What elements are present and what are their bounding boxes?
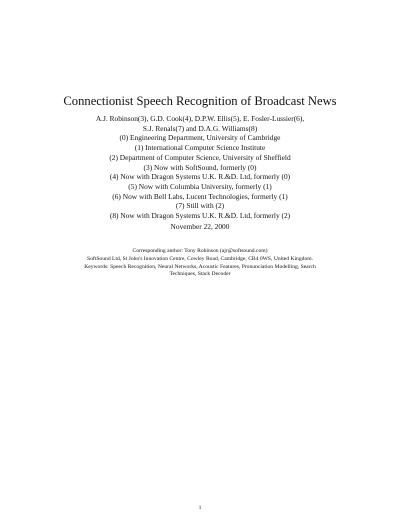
keywords-line: Techniques, Stack Decoder — [169, 271, 231, 278]
affiliation-line: (3) Now with SoftSound, formerly (0) — [143, 162, 257, 172]
affiliation-line: (6) Now with Bell Labs, Lucent Technologies, formerly (1) — [112, 191, 288, 201]
affiliation-line: (0) Engineering Department, University of Cambridge — [119, 133, 281, 143]
author-affiliation-block — [0, 114, 400, 221]
affiliation-line: (8) Now with Dragon Systems U.K. R.&D. Ltd, formerly (2) — [109, 211, 291, 221]
author-line: S.J. Renals(7) and D.A.G. Williams(8) — [142, 123, 258, 133]
affiliation-line: (7) Still with (2) — [175, 201, 225, 211]
address-line: SoftSound Ltd, St John's Innovation Centre, Cowley Road, Cambridge, CB4 0WS, United Kingdom. — [87, 255, 313, 262]
affiliation-line: (5) Now with Columbia University, formerly (1) — [128, 181, 272, 191]
page-number: 1 — [198, 505, 202, 511]
corresponding-author-line: Corresponding author: Tony Robinson (ajr@softsound.com) — [132, 248, 268, 254]
paper-title: Connectionist Speech Recognition of Broadcast News — [63, 94, 337, 108]
contact-keywords-block — [0, 248, 400, 279]
keywords-line: Keywords: Speech Recognition, Neural Networks, Acoustic Features, Pronunciation Modelling, Search — [84, 263, 316, 270]
paper-date: November 22, 2000 — [170, 222, 230, 231]
affiliation-line: (1) International Computer Science Institute — [134, 143, 266, 153]
affiliation-line: (4) Now with Dragon Systems U.K. R.&D. Ltd, formerly (0) — [109, 172, 291, 182]
author-line: A.J. Robinson(3), G.D. Cook(4), D.P.W. Ellis(5), E. Fosler-Lussier(6), — [95, 114, 305, 123]
affiliation-line: (2) Department of Computer Science, University of Sheffield — [109, 152, 291, 162]
